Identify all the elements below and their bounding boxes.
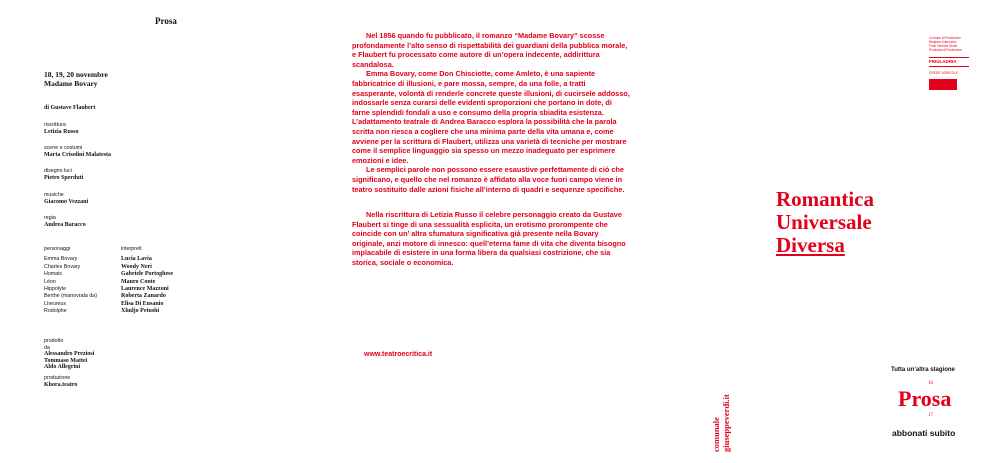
synopsis-paragraph: Emma Bovary, come Don Chisciotte, come Amleto, è una sapiente fabbricatrice di illusioni, e pare mossa, sempre, da una folle, a tratti esasperante, volontà di renderle concrete queste illusioni, di cucirsele addosso, indossarle senza curarsi delle evidenti sproporzioni che portano in dote, di farne splendidi fondali a uso e consumo della propria sbiadita esistenza. <box>352 69 630 117</box>
section-label: Prosa <box>155 16 177 26</box>
credit-name: Pietro Sperduti <box>44 174 84 181</box>
actor-name: Elisa Di Eusanio <box>121 300 164 307</box>
credit-music <box>44 192 88 205</box>
synopsis-paragraph: Nella riscrittura di Letizia Russo il celebre personaggio creato da Gustave Flaubert si tinge di una sessualità esplicita, un erotismo prorompente che coincide con un’ altra sfumatura significativa già presente nella Bovary originale, anzi motore di innesco: quell’eterna fame di vita che diventa bisogno implacabile di esistere in una forma libera da qualsiasi costrizione, che sia storica, sociale o economica. <box>352 210 626 268</box>
subscribe-call-to-action[interactable]: abbonati subito <box>892 428 956 438</box>
character-name: Berthe (manovrata da) <box>44 293 97 300</box>
character-name: Emma Bovary <box>44 256 78 263</box>
character-name: Homais <box>44 271 62 278</box>
theatre-brand <box>712 368 752 452</box>
credit-role: scene e costumi <box>44 145 83 151</box>
actors-header: interpreti <box>121 246 142 252</box>
credit-production <box>44 338 94 371</box>
logo-line: Regione Autonoma <box>929 40 957 44</box>
actor-name: Lucia Lavia <box>121 256 152 263</box>
character-name: Lheureux <box>44 300 67 307</box>
logo-line: Friuli Venezia Giulia <box>929 44 958 48</box>
author-line <box>44 105 95 112</box>
credit-name: Khora.teatro <box>44 381 78 388</box>
credit-role: musiche <box>44 192 64 198</box>
credit-name: Marta Crisolini Malatesta <box>44 151 111 158</box>
credit-agricole-logo: CREDIT AGRICOLE <box>929 71 958 75</box>
season-year-to: 17 <box>928 413 933 418</box>
credit-role: regia <box>44 215 56 221</box>
sponsor-logos <box>929 36 969 90</box>
character-name: Hippolyte <box>44 286 67 293</box>
actor-name: Xhuljo Petushi <box>121 308 160 315</box>
actor-name: Woody Neri <box>121 263 152 270</box>
credit-direction <box>44 215 86 228</box>
institution-logo <box>929 36 969 52</box>
actors-column <box>121 246 173 316</box>
author-text: di Gustave Flaubert <box>44 105 96 111</box>
credit-lights <box>44 168 83 181</box>
brand-mark-icon <box>929 79 957 90</box>
credit-name: Letizia Russo <box>44 128 79 135</box>
theatre-brand-text <box>712 394 731 452</box>
show-header <box>44 70 108 88</box>
credit-role: riscrittura <box>44 122 66 128</box>
credit-name: Giacomo Vezzani <box>44 198 89 205</box>
credit-role: prodotto <box>44 338 64 344</box>
season-title: Prosa <box>898 386 952 411</box>
slogan-line: Diversa <box>776 233 845 257</box>
logo-line: Provincia di Pordenone <box>929 48 962 52</box>
actor-name: Laurence Mazzoni <box>121 286 169 293</box>
character-name: Charles Bovary <box>44 263 81 270</box>
show-title: Madame Bovary <box>44 79 98 88</box>
logo-line: Comune di Pordenone <box>929 36 961 40</box>
characters-header: personaggi <box>44 246 71 252</box>
show-dates: 18, 19, 20 novembre <box>44 70 108 79</box>
credit-rewriting <box>44 122 79 135</box>
actor-name: Roberta Zanardo <box>121 293 166 300</box>
credit-name: Alessandro Preziosi <box>44 351 95 358</box>
credit-name: Andrea Baracco <box>44 221 86 228</box>
credit-name: Tommaso Mattei <box>44 357 88 364</box>
credit-producer <box>44 375 77 388</box>
credit-role: produzione <box>44 375 71 381</box>
friuladria-logo: FRIULADRIA <box>929 57 969 67</box>
synopsis-paragraph: Nel 1856 quando fu pubblicato, il romanzo “Madame Bovary” scosse profondamente l’alto senso di rispettabilità dei guardiani della pubblica morale, e Flaubert fu processato come autore di un’opera indecente, addirittura scandalosa. <box>352 31 628 69</box>
character-name: Rodolphe <box>44 308 67 315</box>
credit-role: disegno luci <box>44 168 72 174</box>
season-tagline: Tutta un’altra stagione <box>891 367 955 373</box>
brand-line: comunale <box>711 417 721 452</box>
character-name: Léon <box>44 278 56 285</box>
synopsis <box>352 31 630 268</box>
brand-line: giuseppeverdi.it <box>720 394 731 452</box>
website-link[interactable]: www.teatroecritica.it <box>364 351 433 358</box>
synopsis-paragraph: Le semplici parole non possono essere esaustive perfettamente di ciò che significano, e quello che nel romanzo è affidato alla voce fuori campo viene in teatro sostituito dalle azioni fisiche all’interno di quadri e sequenze specifiche. <box>352 165 625 194</box>
characters-column <box>44 246 97 316</box>
synopsis-paragraph: L’adattamento teatrale di Andrea Baracco esplora la possibilità che la parola scritta non riesca a cogliere che una minima parte della vita umana e, come avviene per la scrittura di Flaubert, utilizza una varietà di tecniche per mostrare come il semplice linguaggio sia spesso un mezzo inadeguato per esprimere emozioni e idee. <box>352 117 627 165</box>
slogan-line: Universale <box>776 210 872 234</box>
credit-name: Aldo Allegrini <box>44 364 81 371</box>
credit-prefix: da <box>44 344 50 351</box>
actor-name: Gabriele Portoghese <box>121 271 174 278</box>
slogan <box>776 188 874 257</box>
credit-sets <box>44 145 111 158</box>
season-year-from: 16 <box>928 381 933 386</box>
actor-name: Mauro Conte <box>121 278 156 285</box>
slogan-line: Romantica <box>776 187 874 211</box>
